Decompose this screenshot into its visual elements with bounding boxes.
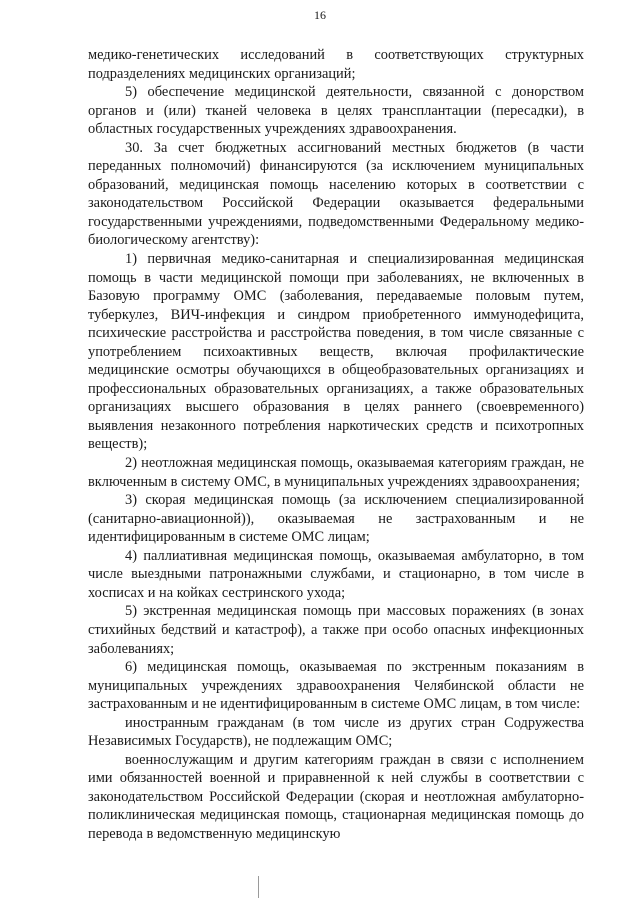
paragraph-item-6-emergency-indications: 6) медицинская помощь, оказываемая по экстренным показаниям в муниципальных учреждениях здравоохранения Челябинской области не застрахованным и не идентифицированным в системе ОМС лицам, в том числе: [88, 659, 584, 713]
paragraph-foreign-citizens: иностранным гражданам (в том числе из других стран Содружества Независимых Государств), не подлежащим ОМС; [88, 714, 584, 750]
paragraph-section-30: 30. За счет бюджетных ассигнований местных бюджетов (в части переданных полномочий) финансируются (за исключением муниципальных образований, медицинская помощь населению которых в соответствии с законодательством Российской Федерации оказывается федеральными государственными учреждениями, подведомственными Федеральному медико-биологическому агентству): [88, 139, 584, 249]
paragraph-military: военнослужащим и другим категориям граждан в связи с исполнением ими обязанностей военной и приравненной к ней службы в соответствии с законодательством Российской Федерации (скорая и неотложная амбулаторно-поликлиническая медицинская помощь, стационарная медицинская помощь до перевода в ведомственную медицинскую [88, 751, 584, 842]
binding-mark [258, 876, 259, 898]
paragraph-item-5-donorship: 5) обеспечение медицинской деятельности, связанной с донорством органов и (или) тканей человека в целях трансплантации (пересадки), в областных государственных учреждениях здравоохранения. [88, 84, 584, 138]
paragraph-continuation: медико-генетических исследований в соответствующих структурных подразделениях медицинских организаций; [88, 47, 584, 82]
paragraph-item-3-ambulance: 3) скорая медицинская помощь (за исключением специализированной (санитарно-авиационной)), оказываемая не застрахованным и не идентифицированным в системе ОМС лицам; [88, 492, 584, 546]
paragraph-item-2-urgent-care: 2) неотложная медицинская помощь, оказываемая категориям граждан, не включенным в систему ОМС, в муниципальных учреждениях здравоохранения; [88, 455, 584, 490]
document-body [88, 46, 584, 844]
paragraph-item-1-primary-care: 1) первичная медико-санитарная и специализированная медицинская помощь в части медицинской помощи при заболеваниях, не включенных в Базовую программу ОМС (заболевания, передаваемые половым путем, туберкулез, ВИЧ-инфекция и синдром приобретенного иммунодефицита, психические расстройства и расстройства поведения, в том числе связанные с употреблением психоактивных веществ, включая профилактические медицинские осмотры обучающихся в общеобразовательных организациях и профессиональных образовательных организациях, а также образовательных организациях высшего образования в целях раннего (своевременного) выявления незаконного потребления наркотических средств и психотропных веществ); [88, 251, 584, 453]
paragraph-item-5-emergency: 5) экстренная медицинская помощь при массовых поражениях (в зонах стихийных бедствий и катастроф), а также при особо опасных инфекционных заболеваниях; [88, 603, 584, 657]
paragraph-item-4-palliative: 4) паллиативная медицинская помощь, оказываемая амбулаторно, в том числе выездными патронажными службами, и стационарно, в том числе в хосписах и на койках сестринского ухода; [88, 547, 584, 601]
page-number: 16 [314, 8, 326, 22]
